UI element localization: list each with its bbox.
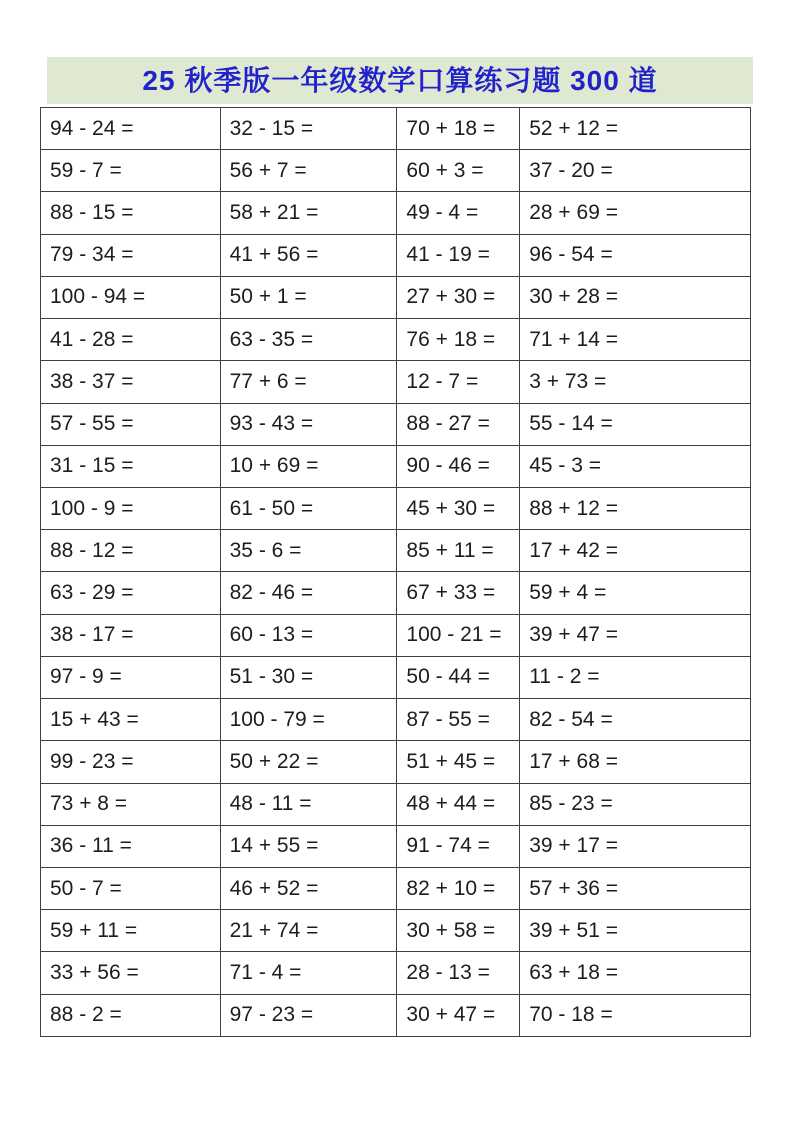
problem-cell: 45 + 30 = bbox=[397, 487, 520, 529]
problem-cell: 3 + 73 = bbox=[520, 361, 751, 403]
table-row bbox=[41, 656, 751, 698]
problem-cell: 32 - 15 = bbox=[220, 108, 397, 150]
problem-cell: 88 - 15 = bbox=[41, 192, 221, 234]
problem-cell: 100 - 9 = bbox=[41, 487, 221, 529]
problem-cell: 30 + 28 = bbox=[520, 276, 751, 318]
problem-cell: 63 - 35 = bbox=[220, 319, 397, 361]
problem-cell: 38 - 17 = bbox=[41, 614, 221, 656]
problem-cell: 48 + 44 = bbox=[397, 783, 520, 825]
problem-cell: 70 - 18 = bbox=[520, 994, 751, 1036]
problem-cell: 28 - 13 = bbox=[397, 952, 520, 994]
problem-cell: 51 - 30 = bbox=[220, 656, 397, 698]
table-row bbox=[41, 361, 751, 403]
table-row bbox=[41, 319, 751, 361]
problem-cell: 39 + 51 = bbox=[520, 910, 751, 952]
table-row bbox=[41, 741, 751, 783]
problem-cell: 59 - 7 = bbox=[41, 150, 221, 192]
problem-cell: 57 + 36 = bbox=[520, 867, 751, 909]
problem-cell: 99 - 23 = bbox=[41, 741, 221, 783]
table-row bbox=[41, 403, 751, 445]
problem-cell: 100 - 94 = bbox=[41, 276, 221, 318]
problem-cell: 36 - 11 = bbox=[41, 825, 221, 867]
table-row bbox=[41, 487, 751, 529]
problem-cell: 85 - 23 = bbox=[520, 783, 751, 825]
problem-cell: 60 + 3 = bbox=[397, 150, 520, 192]
problem-cell: 93 - 43 = bbox=[220, 403, 397, 445]
problem-cell: 31 - 15 = bbox=[41, 445, 221, 487]
problem-cell: 50 + 1 = bbox=[220, 276, 397, 318]
problem-cell: 17 + 68 = bbox=[520, 741, 751, 783]
table-row bbox=[41, 192, 751, 234]
problem-cell: 88 - 12 = bbox=[41, 530, 221, 572]
table-row bbox=[41, 530, 751, 572]
problem-cell: 17 + 42 = bbox=[520, 530, 751, 572]
problem-cell: 87 - 55 = bbox=[397, 699, 520, 741]
problem-cell: 56 + 7 = bbox=[220, 150, 397, 192]
table-row bbox=[41, 572, 751, 614]
problems-table bbox=[40, 107, 751, 1037]
problem-cell: 96 - 54 = bbox=[520, 234, 751, 276]
problem-cell: 11 - 2 = bbox=[520, 656, 751, 698]
problem-cell: 59 + 4 = bbox=[520, 572, 751, 614]
problem-cell: 73 + 8 = bbox=[41, 783, 221, 825]
problem-cell: 91 - 74 = bbox=[397, 825, 520, 867]
problem-cell: 71 - 4 = bbox=[220, 952, 397, 994]
problem-cell: 46 + 52 = bbox=[220, 867, 397, 909]
problem-cell: 82 + 10 = bbox=[397, 867, 520, 909]
table-row bbox=[41, 910, 751, 952]
problem-cell: 49 - 4 = bbox=[397, 192, 520, 234]
problem-cell: 76 + 18 = bbox=[397, 319, 520, 361]
problem-cell: 97 - 9 = bbox=[41, 656, 221, 698]
problem-cell: 82 - 46 = bbox=[220, 572, 397, 614]
problem-cell: 39 + 17 = bbox=[520, 825, 751, 867]
problem-cell: 79 - 34 = bbox=[41, 234, 221, 276]
problem-cell: 41 - 28 = bbox=[41, 319, 221, 361]
problem-cell: 58 + 21 = bbox=[220, 192, 397, 234]
problem-cell: 88 + 12 = bbox=[520, 487, 751, 529]
problem-cell: 88 - 27 = bbox=[397, 403, 520, 445]
problem-cell: 82 - 54 = bbox=[520, 699, 751, 741]
problem-cell: 55 - 14 = bbox=[520, 403, 751, 445]
problem-cell: 14 + 55 = bbox=[220, 825, 397, 867]
worksheet-title-banner bbox=[47, 57, 753, 104]
problem-cell: 50 + 22 = bbox=[220, 741, 397, 783]
problem-cell: 100 - 21 = bbox=[397, 614, 520, 656]
problem-cell: 37 - 20 = bbox=[520, 150, 751, 192]
table-row bbox=[41, 445, 751, 487]
problem-cell: 67 + 33 = bbox=[397, 572, 520, 614]
problem-cell: 71 + 14 = bbox=[520, 319, 751, 361]
table-row bbox=[41, 234, 751, 276]
table-row bbox=[41, 699, 751, 741]
table-row bbox=[41, 783, 751, 825]
problem-cell: 39 + 47 = bbox=[520, 614, 751, 656]
worksheet-title: 25 秋季版一年级数学口算练习题 300 道 bbox=[142, 64, 658, 96]
problem-cell: 61 - 50 = bbox=[220, 487, 397, 529]
table-row bbox=[41, 108, 751, 150]
problem-cell: 10 + 69 = bbox=[220, 445, 397, 487]
problem-cell: 57 - 55 = bbox=[41, 403, 221, 445]
table-row bbox=[41, 867, 751, 909]
problem-cell: 45 - 3 = bbox=[520, 445, 751, 487]
table-row bbox=[41, 150, 751, 192]
problem-cell: 41 + 56 = bbox=[220, 234, 397, 276]
problem-cell: 27 + 30 = bbox=[397, 276, 520, 318]
problem-cell: 41 - 19 = bbox=[397, 234, 520, 276]
problem-cell: 50 - 7 = bbox=[41, 867, 221, 909]
problem-cell: 90 - 46 = bbox=[397, 445, 520, 487]
problem-cell: 30 + 58 = bbox=[397, 910, 520, 952]
problem-cell: 30 + 47 = bbox=[397, 994, 520, 1036]
problem-cell: 97 - 23 = bbox=[220, 994, 397, 1036]
problem-cell: 12 - 7 = bbox=[397, 361, 520, 403]
table-row bbox=[41, 614, 751, 656]
problem-cell: 48 - 11 = bbox=[220, 783, 397, 825]
problem-cell: 38 - 37 = bbox=[41, 361, 221, 403]
problem-cell: 35 - 6 = bbox=[220, 530, 397, 572]
problems-table-body bbox=[41, 108, 751, 1037]
problem-cell: 60 - 13 = bbox=[220, 614, 397, 656]
problem-cell: 88 - 2 = bbox=[41, 994, 221, 1036]
problem-cell: 28 + 69 = bbox=[520, 192, 751, 234]
problem-cell: 15 + 43 = bbox=[41, 699, 221, 741]
problem-cell: 59 + 11 = bbox=[41, 910, 221, 952]
table-row bbox=[41, 994, 751, 1036]
problem-cell: 85 + 11 = bbox=[397, 530, 520, 572]
table-row bbox=[41, 952, 751, 994]
problem-cell: 77 + 6 = bbox=[220, 361, 397, 403]
problem-cell: 63 - 29 = bbox=[41, 572, 221, 614]
table-row bbox=[41, 276, 751, 318]
problem-cell: 52 + 12 = bbox=[520, 108, 751, 150]
problem-cell: 63 + 18 = bbox=[520, 952, 751, 994]
table-row bbox=[41, 825, 751, 867]
problem-cell: 94 - 24 = bbox=[41, 108, 221, 150]
problem-cell: 33 + 56 = bbox=[41, 952, 221, 994]
problem-cell: 51 + 45 = bbox=[397, 741, 520, 783]
problem-cell: 100 - 79 = bbox=[220, 699, 397, 741]
problem-cell: 21 + 74 = bbox=[220, 910, 397, 952]
problem-cell: 70 + 18 = bbox=[397, 108, 520, 150]
problem-cell: 50 - 44 = bbox=[397, 656, 520, 698]
